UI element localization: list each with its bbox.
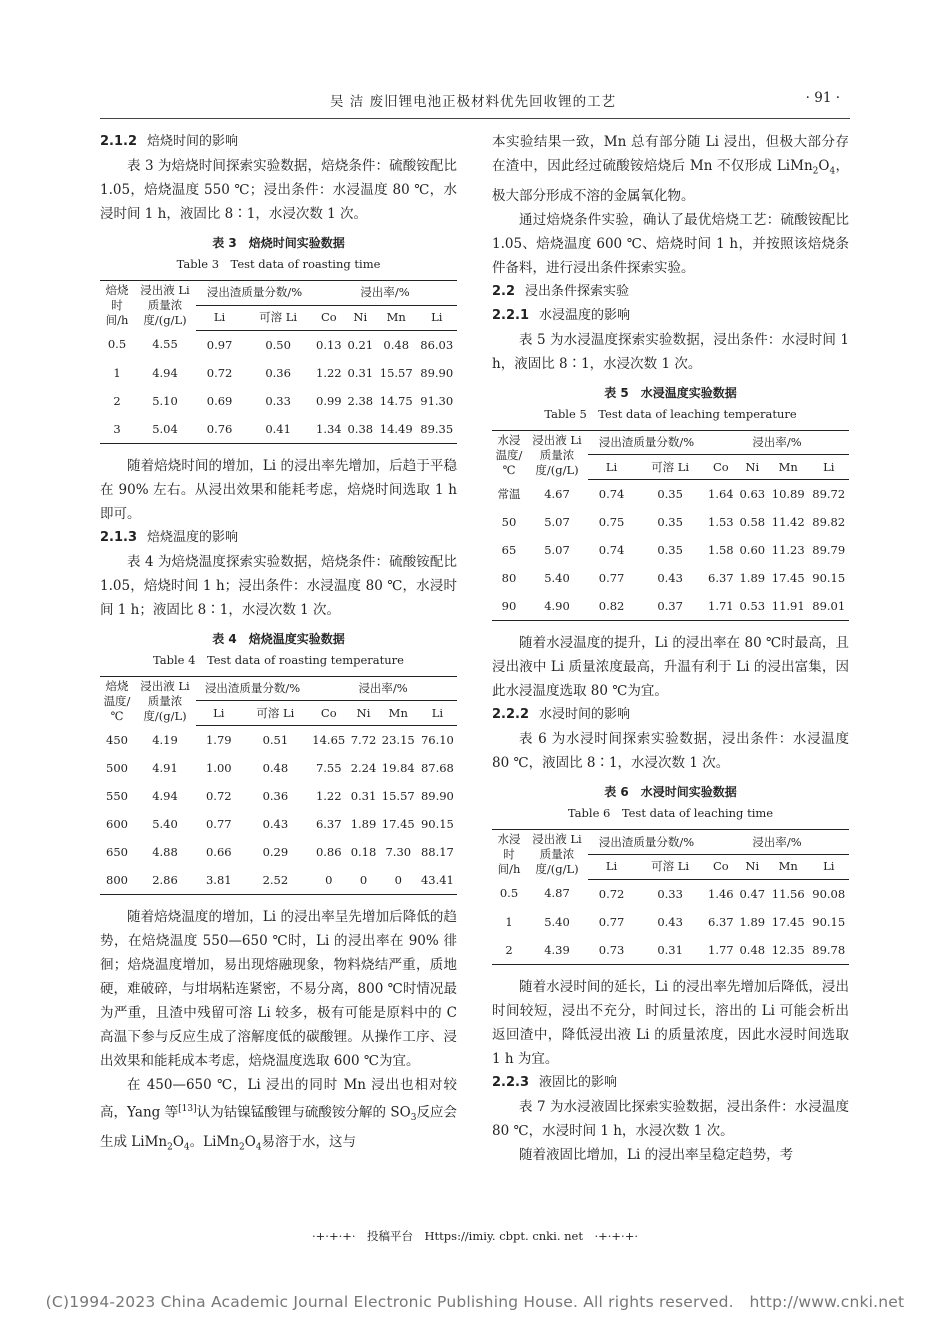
table-header-cell: 浸出渣质量分数/%	[196, 676, 309, 701]
paragraph: 表 3 为焙烧时间探索实验数据，焙烧条件：硫酸铵配比 1.05，焙烧温度 550 ℃；浸出条件：水浸温度 80 ℃，水浸时间 1 h，液固比 8∶1，水浸次数 1 次。	[100, 158, 457, 222]
table-row	[100, 866, 457, 895]
table-cell: 550	[106, 789, 128, 803]
paragraph: 随着水浸温度的提升，Li 的浸出率在 80 ℃时最高，且浸出液中 Li 质量浓度最高，升温有利于 Li 的浸出富集，因此水浸温度选取 80 ℃为宜。	[492, 635, 849, 700]
table-3	[100, 280, 457, 444]
table-4-caption-cn: 表 4 焙烧温度实验数据	[212, 631, 345, 646]
table-row	[492, 536, 849, 564]
table-cell: 0.74	[598, 487, 625, 502]
table-cell: 14.49	[376, 415, 416, 444]
paragraph: 随着焙烧时间的增加，Li 的浸出率先增加，后趋于平稳在 90% 左右。从浸出效果和能耗考虑，焙烧时间选取 1 h 即可。	[100, 457, 457, 522]
table-row	[492, 908, 849, 936]
table-row	[492, 480, 849, 509]
table-3-caption-cn: 表 3 焙烧时间实验数据	[212, 236, 345, 250]
table-cell: 1.00	[205, 761, 232, 775]
table-cell: 90.15	[812, 914, 846, 929]
table-cell: 5.07	[544, 515, 570, 530]
table-cell: 0.43	[262, 817, 289, 831]
table-cell: 5.40	[544, 571, 570, 586]
paragraph: 随着焙烧温度的增加，Li 的浸出率呈先增加后降低的趋势，在焙烧温度 550—650 ℃时，Li 的浸出率在 90% 徘徊；焙烧温度增加，易出现熔融现象，物料烧结严重，质地硬，难破碎，与坩埚粘连紧密，不易分离，800 ℃时情况最为严重，且渣中残留可溶 Li 较多，极有可能是原料中的 C 高温下参与反应生成了溶解度低的碳酸锂。从操作工序、浸出效果和能耗成本考虑，焙烧温度选取 600 ℃为宜。	[100, 909, 457, 1069]
table-cell: 90.08	[812, 886, 846, 901]
table-cell: 11.56	[771, 886, 805, 901]
table-subheader: Mn	[768, 854, 808, 879]
table-cell: 5.40	[544, 914, 570, 929]
table-cell: 0.37	[635, 592, 705, 621]
table-cell: 0.47	[739, 886, 766, 901]
table-cell: 0.60	[739, 543, 766, 558]
table-cell: 19.84	[381, 761, 415, 775]
table-6-caption-cn: 表 6 水浸时间实验数据	[604, 785, 737, 800]
paragraph: 表 7 为水浸液固比探索实验数据，浸出条件：水浸温度 80 ℃，水浸时间 1 h，水浸次数 1 次。	[492, 1098, 849, 1139]
paragraph: 表 5 为水浸温度探索实验数据，浸出条件：水浸时间 1 h，液固比 8∶1，水浸次数 1 次。	[492, 331, 849, 372]
table-cell: 15.57	[381, 789, 415, 803]
table-cell: 89.35	[416, 415, 457, 444]
table-row	[492, 592, 849, 621]
table-cell: 65	[501, 543, 517, 558]
page-number: · 91 ·	[805, 90, 840, 106]
table-subheader: Mn	[768, 455, 808, 480]
table-row	[492, 936, 849, 965]
table-subheader: Mn	[379, 701, 418, 726]
table-cell: 0.69	[206, 393, 233, 408]
table-subheader: Li	[418, 701, 457, 726]
paragraph: 本实验结果一致，Mn 总有部分随 Li 浸出，但极大部分存在渣中，因此经过硫酸铵焙烧后 Mn 不仅形成 $LiMn_2O_4$，极大部分形成不溶的金属氧化物。	[492, 134, 849, 204]
table-row	[492, 879, 849, 908]
table-cell: 0.31	[350, 789, 377, 803]
table-header-cell: 浸出渣质量分数/%	[588, 830, 705, 855]
table-subheader: 可溶 Li	[635, 854, 705, 879]
table-row	[100, 838, 457, 866]
paragraph: 表 6 为水浸时间探索实验数据，浸出条件：水浸温度 80 ℃，液固比 8∶1，水浸次数 1 次。	[492, 731, 849, 772]
table-cell: 2.24	[350, 761, 377, 775]
table-cell: 0.35	[657, 487, 683, 502]
table-cell: 89.90	[420, 365, 454, 380]
table-cell: 800	[100, 866, 134, 895]
table-subheader: Ni	[348, 701, 378, 726]
table-cell: 43.41	[418, 866, 457, 895]
table-subheader: Li	[588, 854, 635, 879]
table-cell: 1.53	[708, 515, 734, 530]
table-cell: 1.89	[350, 817, 377, 831]
table-cell: 0.86	[315, 845, 342, 859]
table-row	[100, 415, 457, 444]
table-cell: 4.94	[152, 789, 178, 803]
table-cell: 0.13	[316, 337, 342, 352]
table-cell: 4.94	[152, 365, 178, 380]
table-6	[492, 829, 849, 965]
copyright-notice: (C)1994-2023 China Academic Journal Electronic Publishing House. All rights reserved. http://www.cnki.net	[45, 1293, 905, 1311]
table-cell: 88.17	[420, 845, 454, 859]
section-2-2-heading: 2.2 浸出条件探索实验	[492, 283, 630, 299]
table-cell: 89.78	[808, 936, 849, 965]
table-subheader: 可溶 Li	[635, 455, 705, 480]
paragraph: 在 450—650 ℃，Li 浸出的同时 Mn 浸出也相对较高，Yang 等[13]认为钴镍锰酸锂与硫酸铵分解的 $SO_3$反应会生成 $LiMn_2O_4$。$LiMn_2O_4$易溶于水，这与	[100, 1077, 458, 1153]
paragraph: 表 4 为焙烧温度探索实验数据，焙烧条件：硫酸铵配比 1.05，焙烧时间 1 h；浸出条件：水浸温度 80 ℃，水浸时间 1 h；液固比 8∶1，水浸次数 1 次。	[100, 553, 457, 618]
table-cell: 0.63	[739, 487, 766, 502]
left-column	[100, 130, 457, 1160]
table-cell: 0.5	[107, 337, 127, 352]
paragraph: 随着水浸时间的延长，Li 的浸出率先增加后降低，浸出时间较短，浸出不充分，时间过长，溶出的 Li 可能会析出返回渣中，降低浸出液 Li 的质量浓度，因此水浸时间选取 1 h 为宜。	[492, 978, 849, 1067]
section-2-2-2-heading: 2.2.2 水浸时间的影响	[492, 707, 631, 723]
table-subheader: Li	[416, 305, 457, 330]
table-cell: 50	[501, 515, 517, 530]
table-cell: 4.39	[526, 936, 588, 965]
table-row	[100, 782, 457, 810]
table-header-cell: 浸出率/%	[705, 830, 849, 855]
table-cell: 0.18	[350, 845, 377, 859]
table-header-cell: 浸出液 Li 质量浓度/(g/L)	[526, 430, 588, 480]
table-5	[492, 430, 849, 622]
table-row	[100, 330, 457, 359]
table-cell: 76.10	[420, 733, 454, 747]
header-rule	[100, 118, 850, 119]
table-cell: 0.43	[657, 571, 683, 586]
table-cell: 0	[348, 866, 378, 895]
table-cell: 1	[505, 914, 513, 929]
table-cell: 0.74	[598, 543, 625, 558]
table-cell: 0.21	[347, 337, 374, 352]
table-cell: 0.51	[262, 733, 289, 747]
table-cell: 91.30	[420, 393, 454, 408]
table-header-cell: 浸出渣质量分数/%	[196, 281, 313, 306]
table-cell: 4.19	[152, 732, 178, 747]
table-header-cell: 焙烧时间/h	[100, 281, 134, 331]
table-cell: 1.71	[705, 592, 736, 621]
table-cell: 1.89	[739, 914, 766, 929]
table-cell: 5.10	[152, 393, 178, 408]
section-2-1-3-heading: 2.1.3 焙烧温度的影响	[100, 529, 239, 545]
paragraph: 随着液固比增加，Li 的浸出率呈稳定趋势，考	[519, 1146, 794, 1163]
table-cell: 650	[106, 845, 128, 859]
table-cell: 7.55	[315, 761, 342, 775]
table-cell: 87.68	[420, 761, 454, 775]
table-cell: 0.97	[206, 337, 233, 352]
table-cell: 6.37	[708, 914, 734, 929]
table-cell: 4.55	[152, 337, 178, 352]
table-cell: 1.77	[705, 936, 736, 965]
submission-platform-footer: ·+·+·+· 投稿平台 Https://imiy. cbpt. cnki. net ·+·+·+·	[312, 1229, 638, 1243]
table-cell: 5.07	[544, 543, 570, 558]
table-cell: 0.66	[205, 845, 232, 859]
table-cell: 4.90	[526, 592, 588, 621]
table-cell: 0.72	[206, 365, 233, 380]
table-subheader: 可溶 Li	[243, 305, 313, 330]
table-header-cell: 浸出液 Li 质量浓度/(g/L)	[134, 281, 196, 331]
table-cell: 89.90	[420, 789, 454, 803]
paragraph: 通过焙烧条件实验，确认了最优焙烧工艺：硫酸铵配比 1.05、焙烧温度 600 ℃、焙烧时间 1 h，并按照该焙烧条件备料，进行浸出条件探索实验。	[492, 211, 849, 276]
section-2-2-3-heading: 2.2.3 液固比的影响	[492, 1074, 618, 1090]
table-cell: 90.15	[420, 817, 454, 831]
table-subheader: Ni	[737, 854, 768, 879]
table-subheader: Li	[808, 854, 849, 879]
table-cell: 1.64	[708, 487, 734, 502]
table-6-caption-en: Table 6 Test data of leaching time	[567, 806, 774, 821]
table-cell: 500	[106, 761, 128, 775]
table-subheader: Co	[705, 854, 736, 879]
table-cell: 89.72	[812, 487, 846, 502]
table-header-cell: 浸出率/%	[313, 281, 457, 306]
table-row	[100, 810, 457, 838]
table-cell: 80	[501, 571, 517, 586]
table-cell: 2.86	[134, 866, 196, 895]
table-cell: 0.48	[383, 337, 410, 352]
table-cell: 86.03	[420, 337, 454, 352]
table-cell: 11.23	[771, 543, 805, 558]
table-cell: 6.37	[315, 817, 342, 831]
table-cell: 90.15	[812, 571, 846, 586]
table-cell: 15.57	[379, 365, 413, 380]
table-cell: 600	[106, 817, 128, 831]
table-5-caption-en: Table 5 Test data of leaching temperature	[544, 406, 797, 421]
right-column	[492, 130, 849, 1167]
table-cell: 5.40	[152, 817, 178, 831]
table-cell: 1.46	[708, 886, 734, 901]
table-cell: 0.33	[657, 886, 683, 901]
table-cell: 17.45	[771, 571, 805, 586]
running-header	[0, 90, 950, 112]
table-subheader: Mn	[376, 305, 416, 330]
table-cell: 1.58	[708, 543, 734, 558]
section-2-2-1-heading: 2.2.1 水浸温度的影响	[492, 307, 631, 323]
table-cell: 0.36	[265, 365, 291, 380]
table-subheader: 可溶 Li	[242, 701, 310, 726]
table-cell: 4.88	[152, 845, 178, 859]
table-header-cell: 水浸时间/h	[492, 830, 526, 880]
table-cell: 90	[492, 592, 526, 621]
table-cell: 1.34	[313, 415, 344, 444]
table-subheader: Li	[588, 455, 635, 480]
table-cell: 10.89	[771, 487, 805, 502]
table-cell: 0.75	[598, 515, 625, 530]
table-cell: 0.35	[657, 543, 683, 558]
table-cell: 0.77	[598, 571, 625, 586]
table-cell: 常温	[497, 486, 521, 501]
table-cell: 0.72	[598, 886, 625, 901]
table-row	[492, 564, 849, 592]
table-cell: 0.43	[657, 914, 683, 929]
table-header-cell: 浸出液 Li 质量浓度/(g/L)	[526, 830, 588, 880]
table-3-caption-en: Table 3 Test data of roasting time	[176, 257, 381, 271]
table-cell: 3	[100, 415, 134, 444]
table-cell: 17.45	[381, 817, 415, 831]
table-4-caption-en: Table 4 Test data of roasting temperature	[153, 652, 404, 667]
table-cell: 0.76	[196, 415, 243, 444]
table-header-cell: 浸出液 Li 质量浓度/(g/L)	[134, 676, 196, 726]
header-title: 吴 洁 废旧锂电池正极材料优先回收锂的工艺	[330, 94, 617, 110]
table-subheader: Ni	[737, 455, 768, 480]
table-5-caption-cn: 表 5 水浸温度实验数据	[604, 385, 737, 400]
table-cell: 89.79	[812, 543, 846, 558]
table-subheader: Li	[196, 701, 242, 726]
table-cell: 0.58	[739, 515, 766, 530]
table-subheader: Co	[313, 305, 344, 330]
table-cell: 1	[113, 365, 121, 380]
table-cell: 0.41	[243, 415, 313, 444]
table-cell: 14.65	[312, 733, 346, 747]
table-cell: 0	[309, 866, 348, 895]
table-subheader: Ni	[345, 305, 376, 330]
table-cell: 0.73	[588, 936, 635, 965]
table-4	[100, 676, 457, 896]
table-row	[100, 359, 457, 387]
table-cell: 2	[492, 936, 526, 965]
table-cell: 89.82	[812, 515, 846, 530]
table-cell: 0.31	[635, 936, 705, 965]
table-row	[492, 508, 849, 536]
table-cell: 4.67	[544, 486, 570, 501]
table-cell: 0.36	[262, 789, 289, 803]
table-cell: 89.01	[808, 592, 849, 621]
table-cell: 2	[113, 393, 121, 408]
table-cell: 0.50	[265, 337, 291, 352]
table-cell: 4.91	[152, 761, 178, 775]
table-cell: 0.29	[262, 845, 289, 859]
table-cell: 1.22	[315, 789, 342, 803]
table-row	[100, 726, 457, 755]
table-cell: 0.77	[598, 914, 625, 929]
table-cell: 6.37	[708, 571, 734, 586]
table-cell: 0.33	[265, 393, 291, 408]
table-cell: 14.75	[379, 393, 413, 408]
section-2-1-2-heading: 2.1.2 焙烧时间的影响	[100, 134, 239, 149]
table-cell: 1.22	[316, 365, 342, 380]
table-cell: 7.72	[350, 733, 377, 747]
table-header-cell: 水浸温度/℃	[492, 430, 526, 480]
table-cell: 1.79	[205, 733, 232, 747]
table-row	[100, 754, 457, 782]
table-cell: 0.35	[657, 515, 683, 530]
table-cell: 0.72	[205, 789, 232, 803]
table-cell: 0	[379, 866, 418, 895]
table-cell: 0.48	[737, 936, 768, 965]
table-cell: 12.35	[768, 936, 808, 965]
table-cell: 1.89	[739, 571, 766, 586]
table-cell: 4.87	[544, 886, 570, 901]
table-cell: 0.48	[262, 761, 289, 775]
table-cell: 0.5	[499, 886, 519, 901]
table-row	[100, 387, 457, 415]
table-cell: 11.91	[768, 592, 808, 621]
table-subheader: Li	[196, 305, 243, 330]
table-cell: 11.42	[771, 515, 805, 530]
table-header-cell: 浸出率/%	[705, 430, 849, 455]
table-header-cell: 焙烧温度/℃	[100, 676, 134, 726]
table-cell: 0.53	[737, 592, 768, 621]
table-subheader: Li	[808, 455, 849, 480]
table-cell: 17.45	[771, 914, 805, 929]
table-cell: 2.52	[242, 866, 310, 895]
table-header-cell: 浸出率/%	[309, 676, 457, 701]
table-cell: 0.99	[316, 393, 342, 408]
table-cell: 0.31	[347, 365, 374, 380]
table-subheader: Co	[309, 701, 348, 726]
table-cell: 3.81	[196, 866, 242, 895]
table-cell: 23.15	[381, 733, 415, 747]
table-cell: 0.38	[345, 415, 376, 444]
table-cell: 2.38	[347, 393, 374, 408]
table-cell: 0.82	[588, 592, 635, 621]
table-cell: 7.30	[385, 845, 412, 859]
table-header-cell: 浸出渣质量分数/%	[588, 430, 705, 455]
table-cell: 450	[106, 732, 128, 747]
table-subheader: Co	[705, 455, 736, 480]
table-cell: 0.77	[205, 817, 232, 831]
table-cell: 5.04	[134, 415, 196, 444]
